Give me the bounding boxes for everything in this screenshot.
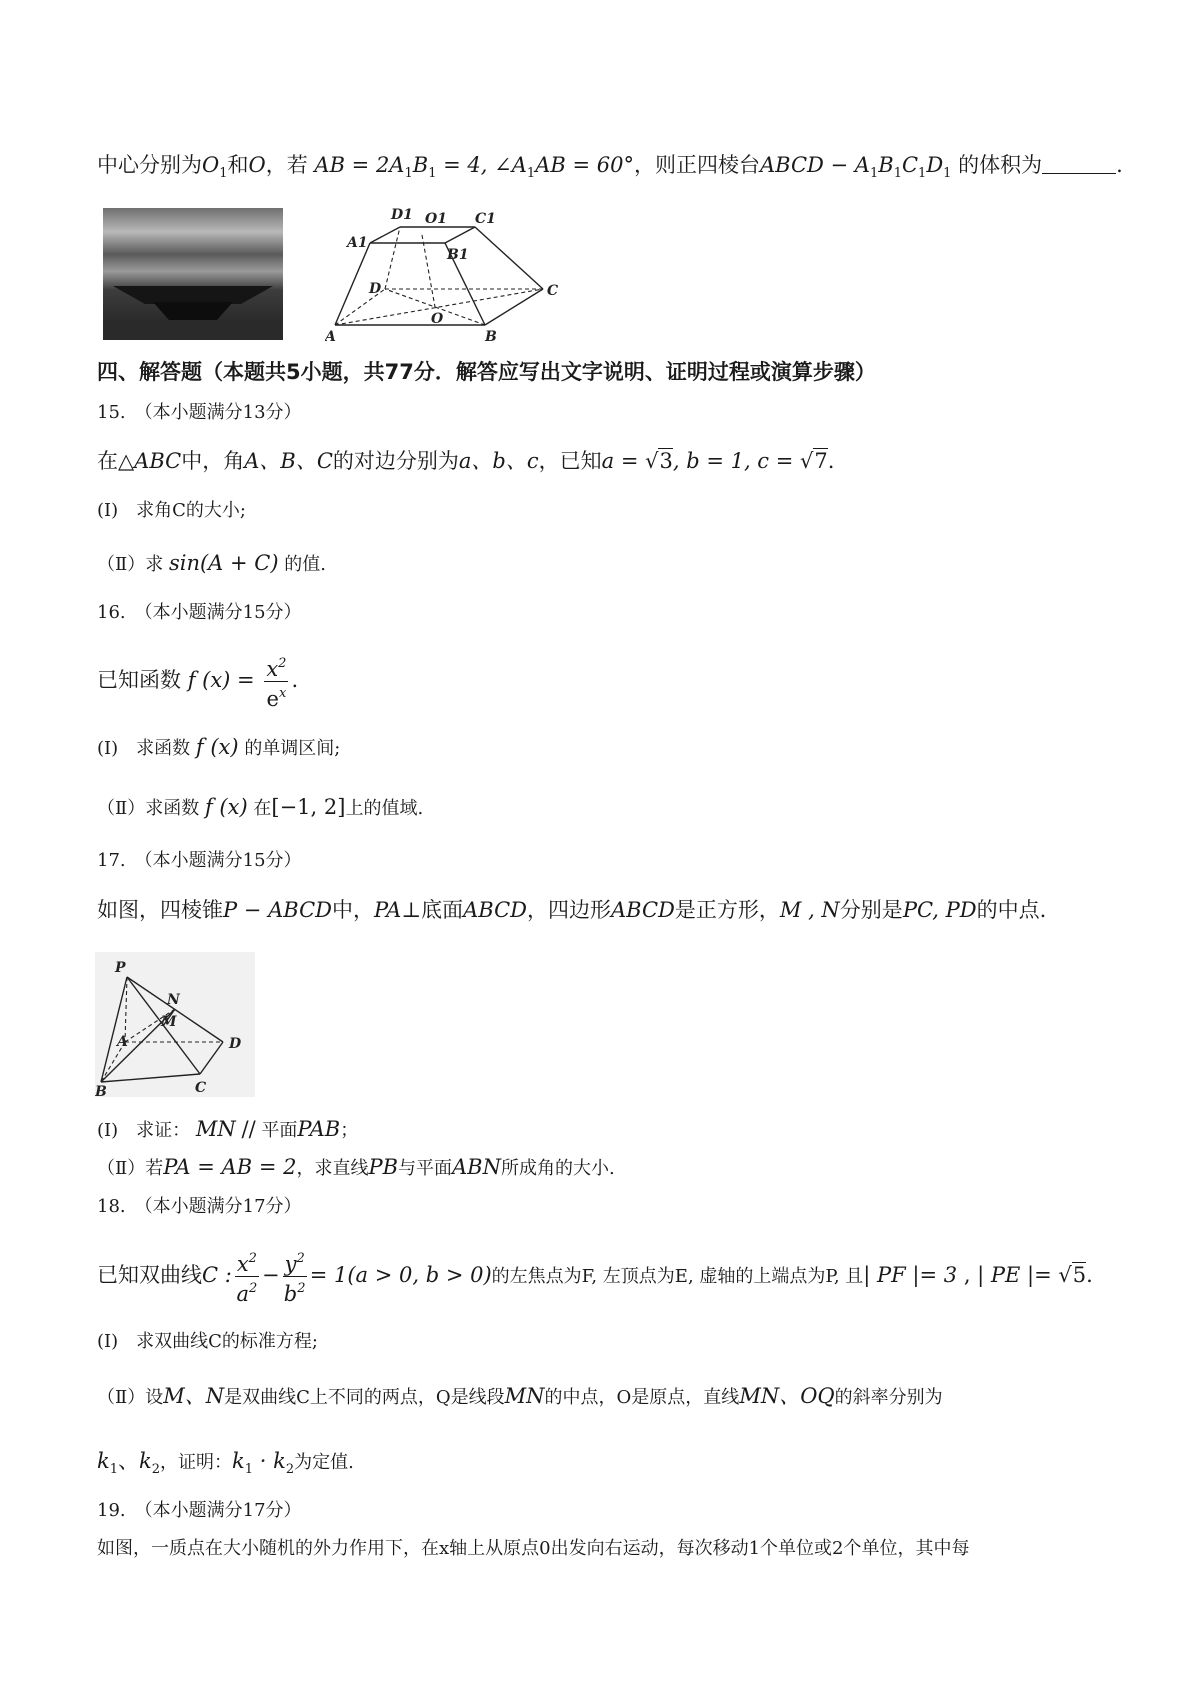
q15-part2: （Ⅱ）求 sin(A + C) 的值.	[97, 551, 327, 575]
q16-part1: (Ⅰ) 求函数 f (x) 的单调区间;	[97, 735, 341, 759]
q18-part1: (Ⅰ) 求双曲线C的标准方程;	[97, 1331, 318, 1352]
q16-stem: 已知函数 f (x) = $\frac{x^2}{e^x}$ .	[97, 650, 298, 711]
label-o: O	[431, 311, 444, 327]
q17-stem: 如图，四棱锥P − ABCD中，PA⊥底面ABCD，四边形ABCD是正方形，M , N分别是PC, PD的中点.	[97, 898, 1047, 922]
label-b: B	[485, 329, 497, 345]
q18-part2-line2: $k_1$、$k_2$，证明：$k_1 \cdot k_2$为定值.	[97, 1449, 354, 1477]
edge-cc1	[475, 227, 543, 289]
q17-header: 17. （本小题满分15分）	[97, 850, 302, 871]
building-photo	[103, 208, 283, 340]
axis-oo1	[422, 235, 435, 307]
q19-stem: 如图，一质点在大小随机的外力作用下，在x轴上从原点0出发向右运动，每次移动1个单位或2个单位，其中每	[97, 1538, 970, 1559]
q15-stem: 在△ABC中，角A、B、C的对边分别为a、b、c，已知a = √3, b = 1, c = √7.	[97, 449, 835, 473]
label-b: B	[95, 1084, 107, 1097]
label-a1: A1	[347, 235, 368, 251]
section-heading: 四、解答题（本题共5小题，共77分．解答应写出文字说明、证明过程或演算步骤）	[97, 360, 876, 384]
label-d: D	[369, 281, 382, 297]
q18-part2: （Ⅱ）设M、N是双曲线C上不同的两点，Q是线段MN的中点，O是原点，直线MN、OQ的斜率分别为	[97, 1384, 943, 1408]
edge-a1d1	[370, 227, 400, 243]
intro-line: 中心分别为$O_1$和O，若 AB = $2A_1B_1 = 4$, $\angle A_1AB = 60^\circ$，则正四棱台ABCD − $A_1B_1C_1D_1$ 的体积为 .	[97, 153, 1123, 181]
edge-b1c1	[445, 227, 475, 243]
edge-dd1	[385, 227, 400, 289]
q15-part1: (Ⅰ) 求角C的大小;	[97, 500, 246, 521]
label-c: C	[195, 1080, 207, 1096]
label-a: A	[325, 329, 336, 345]
q16-fraction: $\frac{x^2}{e^x}$	[264, 652, 288, 711]
label-b1: B1	[447, 247, 469, 263]
frustum-diagram	[325, 205, 565, 345]
q18-fraction-x: $\frac{x^2}{a^2}$	[235, 1247, 259, 1306]
pyramid-diagram	[95, 952, 255, 1097]
label-c: C	[547, 283, 559, 299]
label-o1: O1	[425, 211, 447, 227]
q19-header: 19. （本小题满分17分）	[97, 1500, 302, 1521]
label-d: D	[229, 1036, 242, 1052]
label-n: N	[167, 992, 180, 1008]
q16-part2: （Ⅱ）求函数 f (x) 在[−1, 2]上的值域.	[97, 795, 424, 819]
q17-part2: （Ⅱ）若PA = AB = 2，求直线PB与平面ABN所成角的大小.	[97, 1155, 615, 1179]
label-c1: C1	[475, 211, 496, 227]
edge-bc	[485, 289, 543, 325]
building-roof	[113, 286, 273, 304]
q15-header: 15. （本小题满分13分）	[97, 402, 302, 423]
label-m: M	[161, 1014, 177, 1030]
q16-header: 16. （本小题满分15分）	[97, 602, 302, 623]
building-ground	[103, 324, 283, 340]
q17-part1: (Ⅰ) 求证： MN // 平面PAB；	[97, 1117, 359, 1141]
label-d1: D1	[391, 207, 413, 223]
q18-fraction-y: $\frac{y^2}{b^2}$	[283, 1247, 307, 1306]
label-a: A	[117, 1034, 128, 1050]
label-p: P	[115, 960, 126, 976]
building-body	[153, 302, 233, 320]
q18-header: 18. （本小题满分17分）	[97, 1196, 302, 1217]
q18-stem: 已知双曲线C : $\frac{x^2}{a^2}$ − $\frac{y^2}{b^2}$ = 1(a > 0, b > 0)的左焦点为F, 左顶点为E, 虚轴的上端点为P, 且| PF |= 3 , | PE |= √5.	[97, 1245, 1093, 1307]
answer-blank	[1042, 153, 1116, 174]
